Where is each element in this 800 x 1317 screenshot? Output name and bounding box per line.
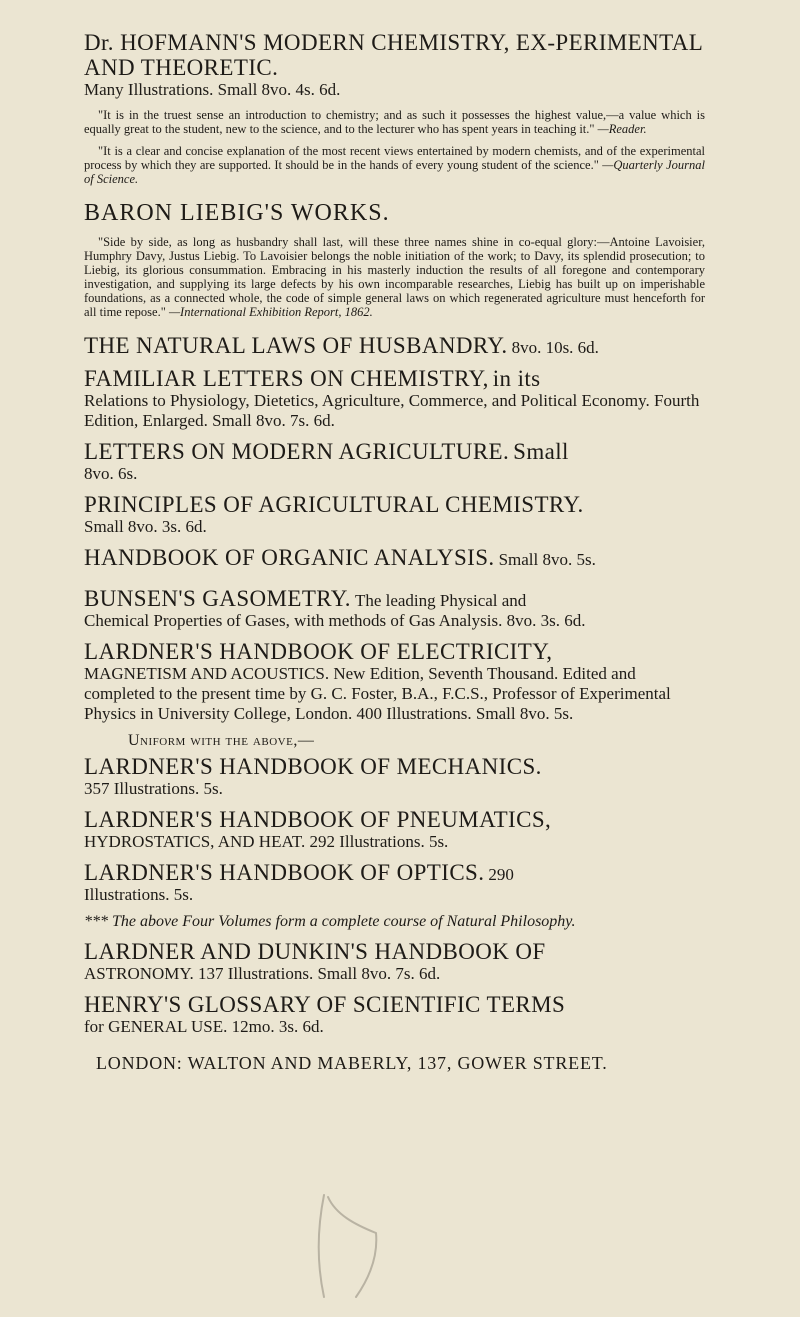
hofmann-quote-1 — [84, 108, 705, 136]
familiar-letters-title: FAMILIAR LETTERS ON CHEMISTRY, — [84, 366, 489, 391]
letters-agriculture-desc: 8vo. 6s. — [84, 464, 138, 483]
glossary-entry — [84, 992, 705, 1037]
letters-agriculture-entry — [84, 439, 705, 484]
liebig-quote-source: —International Exhibition Report, 1862. — [168, 305, 373, 319]
lardner-electricity-entry — [84, 639, 705, 724]
hofmann-quote-2 — [84, 144, 705, 186]
bunsen-desc: Chemical Properties of Gases, with methods of Gas Analysis. 8vo. 3s. 6d. — [84, 611, 586, 630]
letters-agriculture-title: LETTERS ON MODERN AGRICULTURE. — [84, 439, 510, 464]
lardner-electricity-desc: MAGNETISM AND ACOUSTICS. New Edition, Seventh Thousand. Edited and completed to the present time by G. C. Foster, B.A., F.C.S., Professor of Experimental Physics in University College, London. 400 Illustrations. Small 8vo. 5s. — [84, 664, 671, 723]
uniform-note: Uniform with the above,— — [128, 732, 315, 749]
lardner-mechanics-title: LARDNER'S HANDBOOK OF MECHANICS. — [84, 754, 542, 779]
liebig-heading: BARON LIEBIG'S WORKS. — [84, 200, 390, 226]
four-volumes-note: *** The above Four Volumes form a complete course of Natural Philosophy. — [84, 913, 576, 930]
lardner-pneumatics-title: LARDNER'S HANDBOOK OF PNEUMATICS, — [84, 807, 552, 832]
glossary-desc: for GENERAL USE. 12mo. 3s. 6d. — [84, 1017, 324, 1036]
familiar-letters-title-small: in its — [492, 366, 541, 391]
bunsen-title: BUNSEN'S GASOMETRY. — [84, 586, 351, 611]
principles-entry — [84, 492, 705, 537]
hofmann-quote-2-text: "It is a clear and concise explanation of the most recent views entertained by modern chemists, and of the experimental process by which they are supported. It should be in the hands of every young student of the science." — [84, 144, 705, 172]
organic-analysis-meta: Small 8vo. 5s. — [498, 550, 596, 569]
familiar-letters-desc: Relations to Physiology, Dietetics, Agriculture, Commerce, and Political Economy. Fourth Edition, Enlarged. Small 8vo. 7s. 6d. — [84, 391, 700, 430]
lardner-optics-title-small: 290 — [488, 865, 514, 884]
bunsen-entry — [84, 586, 705, 631]
hofmann-quote-2-source: —Quarterly Journal of Science. — [84, 158, 706, 186]
glossary-title: HENRY'S GLOSSARY OF SCIENTIFIC TERMS — [84, 992, 566, 1017]
organic-analysis-title: HANDBOOK OF ORGANIC ANALYSIS. — [84, 545, 495, 570]
principles-title: PRINCIPLES OF AGRICULTURAL CHEMISTRY. — [84, 492, 584, 517]
liebig-quote — [84, 235, 705, 319]
natural-laws-meta: 8vo. 10s. 6d. — [511, 338, 599, 357]
lardner-mechanics-entry — [84, 754, 705, 799]
publisher-footer: LONDON: WALTON AND MABERLY, 137, GOWER STREET. — [96, 1053, 608, 1073]
liebig-quote-text: "Side by side, as long as husbandry shall last, will these three names shine in co-equal glory:—Antoine Lavoisier, Humphry Davy, Justus Liebig. To Lavoisier belongs the noble initiation of the work; to Davy, its splendid prosecution; to Liebig, its glorious consummation. Embracing in his masterly induction the results of all foregone and contemporary investigation, and supplying its large defects by his own incomparable researches, Liebig has built up on imperishable foundations, as a connected whole, the code of simple general laws on which regenerated agriculture must henceforth for all time repose." — [84, 235, 705, 319]
letters-agriculture-title-small: Small — [513, 439, 569, 464]
pencil-mark-icon — [306, 1185, 396, 1305]
astronomy-title: LARDNER AND DUNKIN'S HANDBOOK OF — [84, 939, 546, 964]
hofmann-meta: Many Illustrations. Small 8vo. 4s. 6d. — [84, 80, 341, 99]
natural-laws-title: THE NATURAL LAWS OF HUSBANDRY. — [84, 333, 508, 358]
hofmann-quote-1-text: "It is in the truest sense an introduction to chemistry; and as such it possesses the highest value,—a value which is equally great to the student, new to the science, and to the lecturer who has spent years in teaching it." — [84, 108, 705, 136]
lardner-optics-title: LARDNER'S HANDBOOK OF OPTICS. — [84, 860, 485, 885]
astronomy-entry — [84, 939, 705, 984]
hofmann-quote-1-source: —Reader. — [597, 122, 647, 136]
lardner-optics-desc: Illustrations. 5s. — [84, 885, 194, 904]
lardner-mechanics-desc: 357 Illustrations. 5s. — [84, 779, 223, 798]
hofmann-title: Dr. HOFMANN'S MODERN CHEMISTRY, EX-PERIMENTAL AND THEORETIC. — [84, 30, 703, 80]
natural-laws-entry — [84, 333, 705, 358]
lardner-pneumatics-desc: HYDROSTATICS, AND HEAT. 292 Illustrations. 5s. — [84, 832, 449, 851]
hofmann-entry — [84, 30, 705, 186]
bunsen-title-rest: The leading Physical and — [354, 591, 527, 610]
principles-desc: Small 8vo. 3s. 6d. — [84, 517, 207, 536]
organic-analysis-entry — [84, 545, 705, 570]
astronomy-desc: ASTRONOMY. 137 Illustrations. Small 8vo. 7s. 6d. — [84, 964, 441, 983]
lardner-optics-entry — [84, 860, 705, 905]
lardner-pneumatics-entry — [84, 807, 705, 852]
lardner-electricity-title: LARDNER'S HANDBOOK OF ELECTRICITY, — [84, 639, 553, 664]
familiar-letters-entry — [84, 366, 705, 431]
